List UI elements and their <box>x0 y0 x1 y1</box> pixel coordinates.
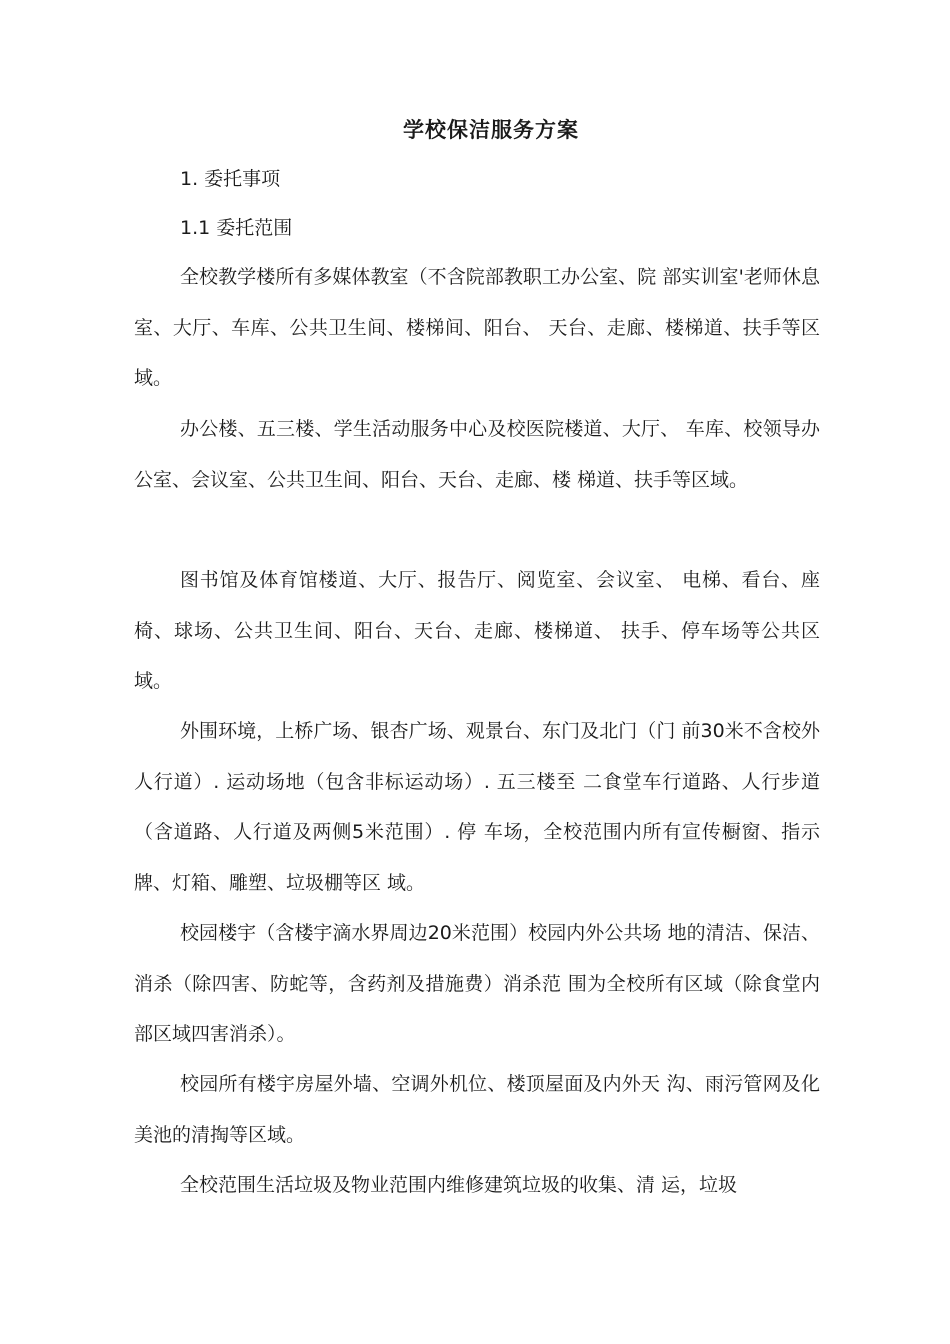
paragraph-garbage-collection: 全校范围生活垃圾及物业范围内维修建筑垃圾的收集、清 运，垃圾 <box>180 1174 738 1196</box>
paragraph-campus-buildings-disinfection: 校园楼宇（含楼宇滴水界周边20米范围）校园内外公共场 地的清洁、保洁、消杀（除四害、防蛇等，含药剂及措施费）消杀范 围为全校所有区域（除食堂内部区域四害消杀）。 <box>134 922 820 1045</box>
section-heading-1: 1. 委托事项 <box>180 168 281 190</box>
paragraph-office-buildings: 办公楼、五三楼、学生活动服务中心及校医院楼道、大厅、 车库、校领导办公室、会议室、公共卫生间、阳台、天台、走廊、楼 梯道、扶手等区域。 <box>134 418 820 491</box>
paragraph-teaching-buildings: 全校教学楼所有多媒体教室（不含院部教职工办公室、院 部实训室'老师休息室、大厅、车库、公共卫生间、楼梯间、阳台、 天台、走廊、楼梯道、扶手等区域。 <box>134 266 820 389</box>
paragraph-outdoor-environment: 外围环境，上桥广场、银杏广场、观景台、东门及北门（门 前30米不含校外人行道）. 运动场地（包含非标运动场）. 五三楼至 二食堂车行道路、人行步道（含道路、人行道及两侧5米范围）. 停 车场，全校范围内所有宣传橱窗、指示牌、灯箱、雕塑、垃圾棚等区 域。 <box>134 720 820 894</box>
paragraph-library-gym: 图书馆及体育馆楼道、大厅、报告厅、阅览室、会议室、 电梯、看台、座椅、球场、公共卫生间、阳台、天台、走廊、楼梯道、 扶手、停车场等公共区域。 <box>134 569 820 692</box>
paragraph-exterior-walls-drainage: 校园所有楼宇房屋外墙、空调外机位、楼顶屋面及内外天 沟、雨污管网及化美池的清掏等区域。 <box>134 1073 820 1146</box>
section-heading-1-1: 1.1 委托范围 <box>180 217 293 239</box>
document-title: 学校保洁服务方案 <box>403 118 579 142</box>
